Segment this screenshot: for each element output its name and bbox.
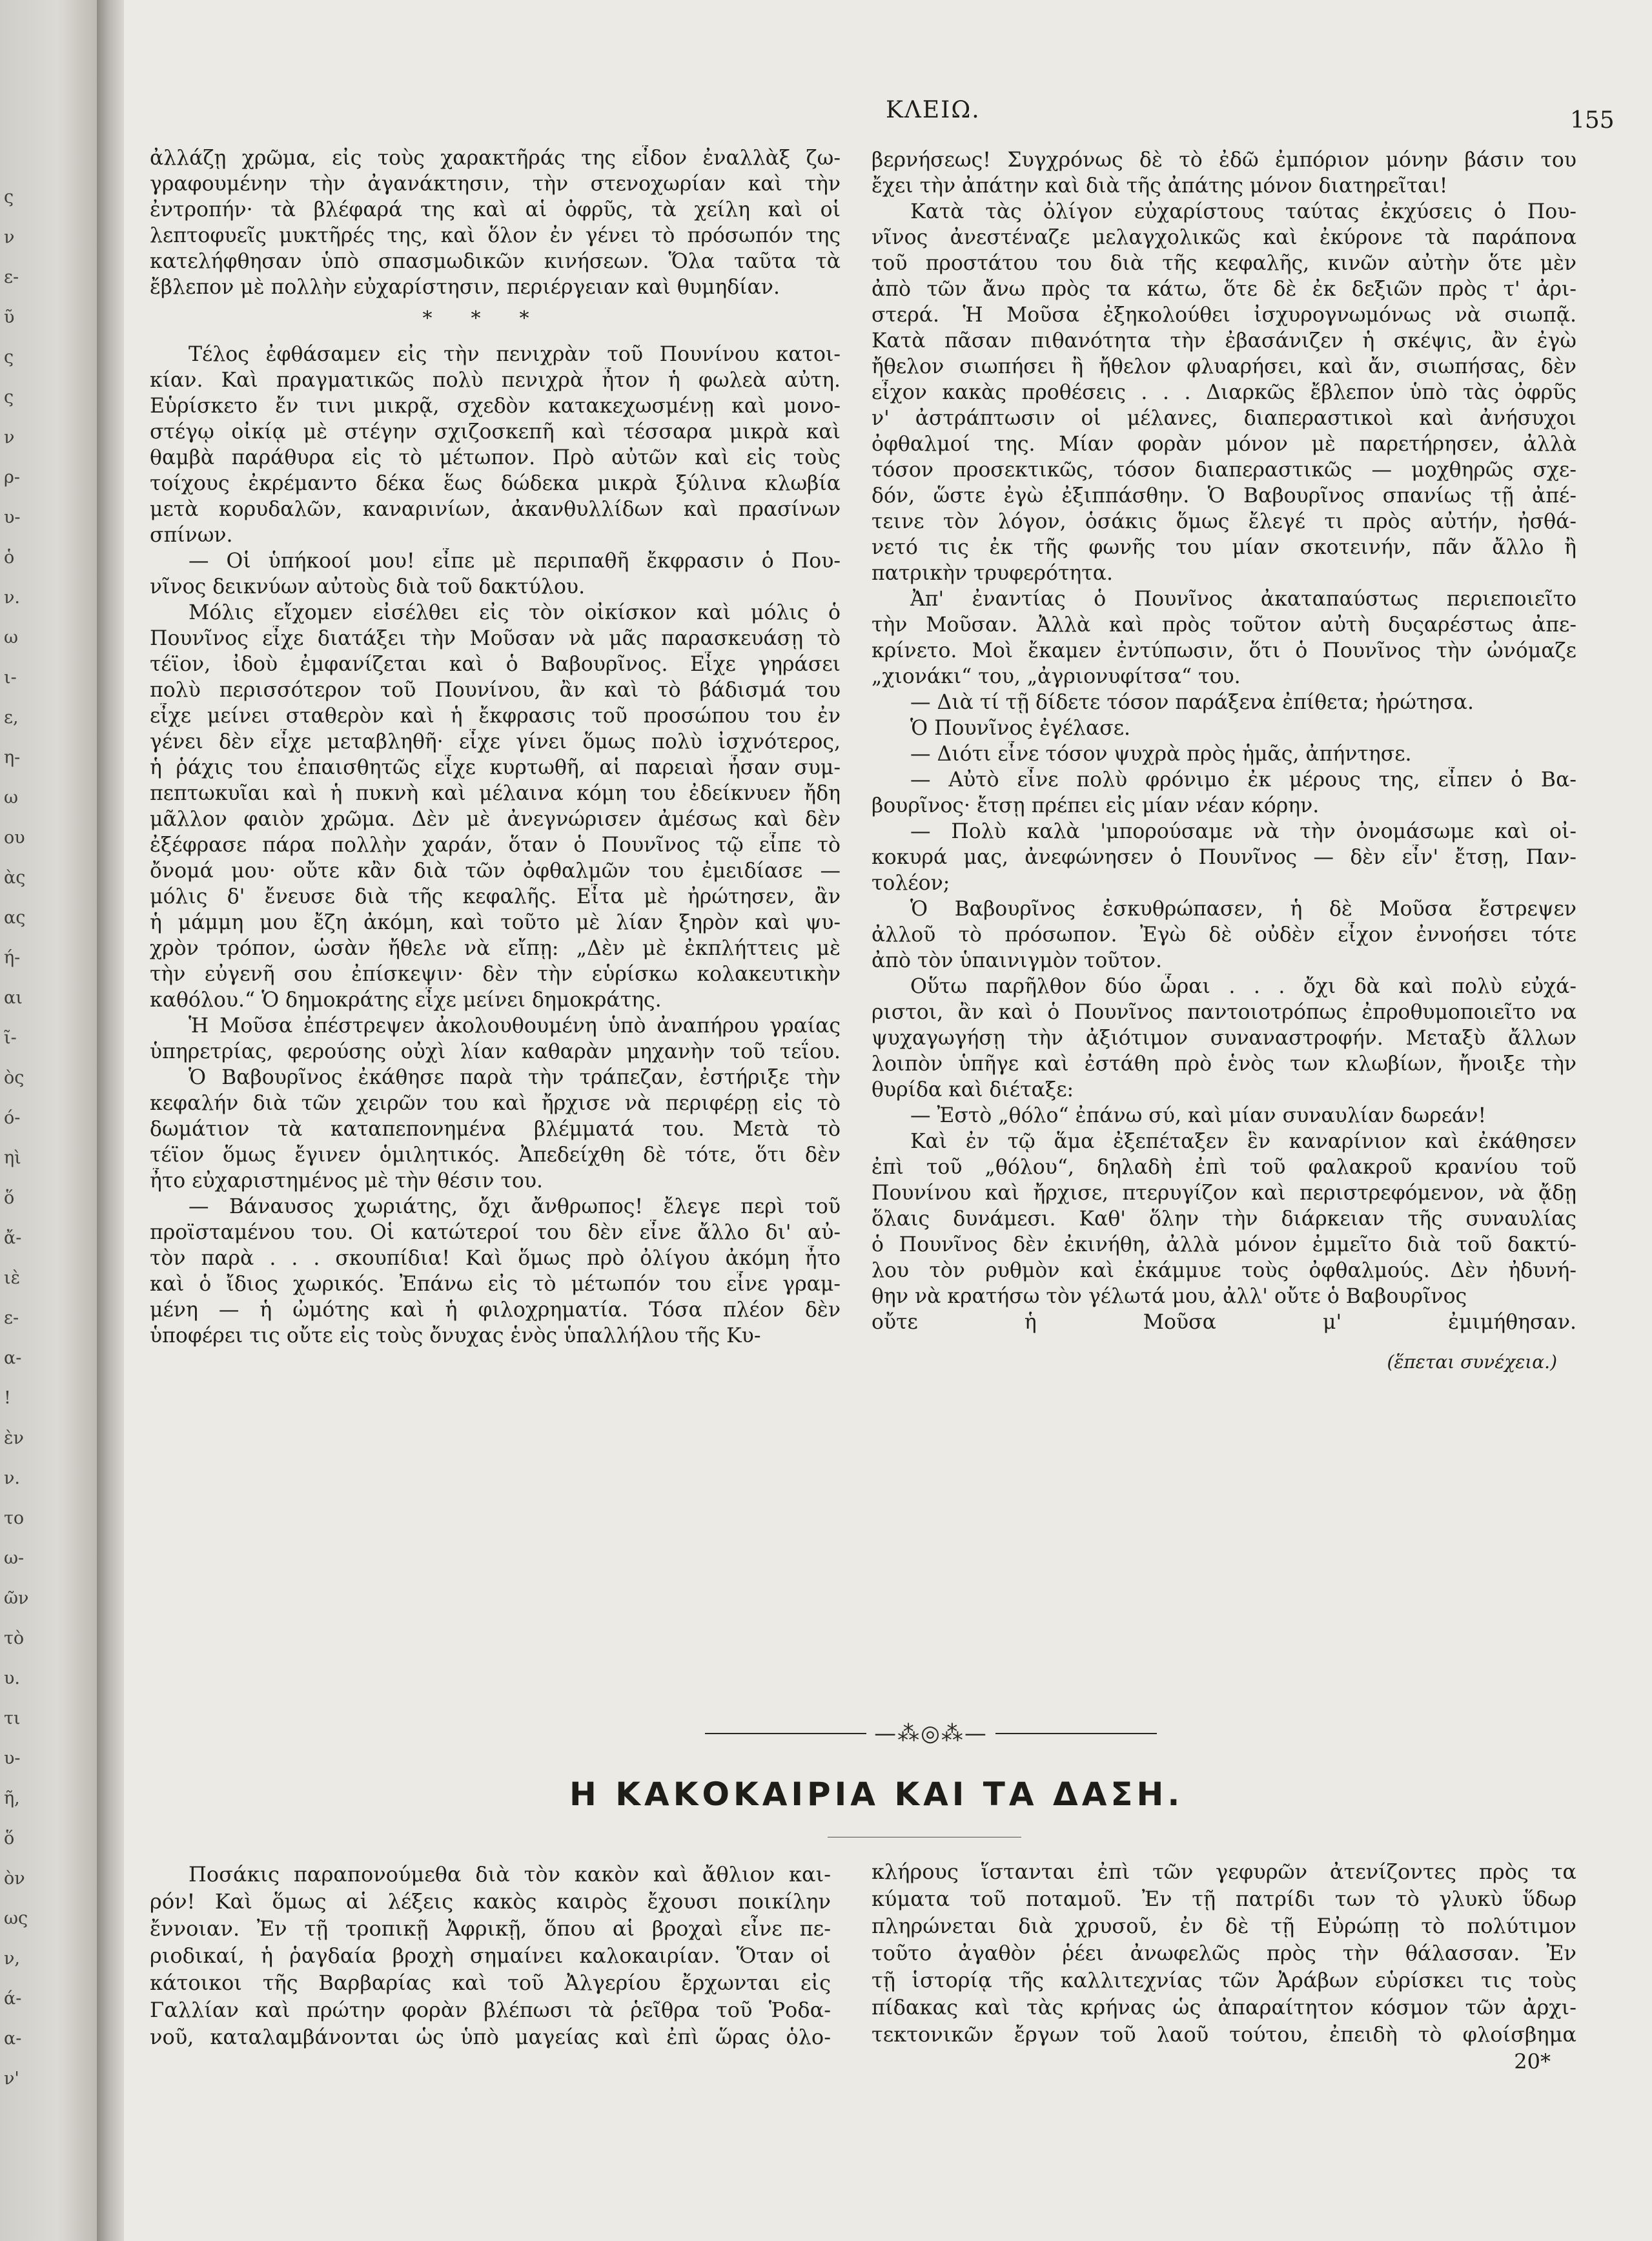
gutter-fragment: ε,	[4, 708, 19, 728]
gutter-fragment: ὰς	[4, 868, 26, 888]
paragraph-line: τέϊον, ἰδοὺ ἐμφανίζεται καὶ ὁ Βαβουρῖνος. Εἶχε γηράσει	[150, 653, 841, 676]
gutter-fragment: ὁ	[4, 547, 15, 568]
paragraph-line: γραφουμένην τὴν ἀγανάκτησιν, τὴν στενοχωρίαν καὶ τὴν	[150, 172, 841, 196]
paragraph-line: λοιπὸν ὑπῆγε καὶ ἐστάθη πρὸ ἑνὸς των κλωβίων, ἤνοιξε τὴν	[872, 1052, 1576, 1076]
paragraph-line: Οὕτω παρῆλθον δύο ὧραι . . . ὄχι δὰ καὶ πολὺ εὐχά-	[910, 975, 1576, 998]
paragraph-line: Τέλος ἐφθάσαμεν εἰς τὴν πενιχρὰν τοῦ Πουνίνου κατοι-	[189, 343, 841, 366]
paragraph-line: τεινε τὸν λόγον, ὁσάκις ὅμως ἔλεγέ τι πρὸς αὐτήν, ἠσθά-	[872, 510, 1576, 533]
signature-mark: 20*	[1514, 2049, 1551, 2074]
paragraph-line: ἀπὸ τῶν ἄνω πρὸς τα κάτω, ὅτε δὲ ἐκ δεξιῶν πρὸς τ' ἀρι-	[872, 278, 1576, 301]
paragraph-line: ἐπὶ τοῦ „θόλου“, δηλαδὴ ἐπὶ τοῦ φαλακροῦ κρανίου τοῦ	[872, 1156, 1576, 1179]
article-line: νοῦ, καταλαμβάνονται ὡς ὑπὸ μαγείας καὶ ἐπὶ ὥρας ὁλο-	[150, 2025, 831, 2049]
paragraph-line: βερνήσεως! Συγχρόνως δὲ τὸ ἐδῶ ἐμπόριον μόνην βάσιν του	[872, 148, 1576, 172]
gutter-fragment: α-	[4, 1348, 22, 1368]
paragraph-line: λου τὸν ρυθμὸν καὶ ἐκάμμυε τοὺς ὀφθαλμούς. Δὲν ἠδυνή-	[872, 1259, 1576, 1282]
gutter-fragment: το	[4, 1508, 25, 1528]
paragraph-line: Κατὰ πᾶσαν πιθανότητα τὴν ἐβασάνιζεν ἡ σκέψις, ἂν ἐγὼ	[872, 329, 1576, 353]
paragraph-line: μᾶλλον φαιὸν χρῶμα. Δὲν μὲ ἀνεγνώρισεν ἀμέσως καὶ δὲν	[150, 808, 841, 831]
paragraph-line: κίαν. Καὶ πραγματικῶς πολὺ πενιχρὰ ἦτον ἡ φωλεὰ αὐτη.	[150, 369, 841, 392]
paragraph-line: ἀπὸ τὸν ὑπαινιγμὸν τοῦτον.	[872, 949, 1162, 972]
paragraph-line: μετὰ κορυδαλῶν, καναρινίων, ἀκανθυλλίδων καὶ πρασίνων	[150, 498, 841, 521]
gutter-fragment: ῆ,	[4, 1788, 20, 1808]
gutter-fragment: ς	[4, 187, 14, 207]
page-fold-shadow	[97, 0, 124, 2241]
gutter-fragment: ως	[4, 1908, 28, 1929]
gutter-fragment: ν.	[4, 588, 20, 608]
article-line: πληρώνεται διὰ χρυσοῦ, ἐν δὲ τῇ Εὐρώπῃ τὸ πολύτιμον	[872, 1914, 1576, 1938]
gutter-fragment: υ-	[4, 507, 21, 527]
star-mark: *	[519, 307, 568, 330]
paragraph-line: Ἀπ' ἐναντίας ὁ Πουνῖνος ἀκαταπαύστως περιεποιεῖτο	[910, 588, 1576, 611]
paragraph-line: τὴν εὐγενῆ σου ἐπίσκεψιν· δὲν τὴν εὑρίσκω κολακευτικὴν	[150, 963, 841, 986]
paragraph-line: Ὁ Πουνῖνος ἐγέλασε.	[910, 717, 1131, 740]
gutter-fragment: τι	[4, 1708, 21, 1728]
paragraph-line: ὑπηρετρίας, φερούσης οὐχὶ λίαν καθαρὰν μηχανὴν τοῦ τεΐου.	[150, 1040, 841, 1063]
gutter-fragment: !	[4, 1388, 11, 1408]
left-column	[150, 145, 841, 1349]
paragraph-line: βουρῖνος· ἔτσῃ πρέπει εἰς μίαν νέαν κόρην.	[872, 794, 1320, 817]
paragraph-line: Καὶ ἐν τῷ ἅμα ἐξεπέταξεν ἓν καναρίνιον καὶ ἐκάθησεν	[910, 1130, 1576, 1153]
paragraph-line: — Πολὺ καλὰ 'μπορούσαμε νὰ τὴν ὀνομάσωμε καὶ οἰ-	[910, 820, 1576, 843]
gutter-fragment: ω-	[4, 1548, 25, 1568]
paragraph-line: Πουνίνου καὶ ἤρχισε, πτερυγίζον καὶ περιστρεφόμενον, νὰ ᾄδῃ	[872, 1182, 1576, 1205]
paragraph-line: — Βάναυσος χωριάτης, ὄχι ἄνθρωπος! ἔλεγε περὶ τοῦ	[189, 1195, 841, 1218]
paragraph-line: ἦτο εὐχαριστημένος μὲ τὴν θέσιν του.	[150, 1169, 544, 1192]
gutter-fragment: α-	[4, 2029, 22, 2049]
paragraph-line: καὶ ὁ ἴδιος χωρικός. Ἐπάνω εἰς τὸ μέτωπόν του εἶνε γραμ-	[150, 1273, 841, 1296]
gutter-fragment: ε-	[4, 267, 19, 287]
gutter-fragment: ν'	[4, 2069, 19, 2089]
paragraph-line: στερά. Ἡ Μοῦσα ἐξηκολούθει ἰσχυρογνωμόνως νὰ σιωπᾷ.	[872, 303, 1576, 327]
gutter-fragment: ν	[4, 227, 15, 247]
gutter-fragment: η-	[4, 748, 21, 768]
paragraph-line: οὔτε ἡ Μοῦσα μ' ἐμιμήθησαν.	[872, 1311, 1576, 1334]
paragraph-line: ἤθελον σιωπήσει ἢ ἤθελον φλυαρήσει, καὶ ἄν, σιωπήσας, δὲν	[872, 355, 1576, 378]
to-be-continued: (ἕπεται συνέχεια.)	[1387, 1351, 1557, 1373]
paragraph-line: Ὁ Βαβουρῖνος ἐσκυθρώπασεν, ἡ δὲ Μοῦσα ἔστρεψεν	[910, 897, 1576, 921]
gutter-fragment: ά-	[4, 1989, 22, 2009]
paragraph-line: θυρίδα καὶ διέταξε:	[872, 1078, 1074, 1101]
paragraph-line: ἔχει τὴν ἀπάτην καὶ διὰ τῆς ἀπάτης μόνον διατηρεῖται!	[872, 174, 1448, 198]
paragraph-line: τέϊον ὅμως ἔγινεν ὁμιλητικός. Ἀπεδείχθη δὲ τότε, ὅτι δὲν	[150, 1143, 841, 1167]
article-line: ἔννοιαν. Ἐν τῇ τροπικῇ Ἀφρικῇ, ὅπου αἱ βροχαὶ εἶνε πε-	[150, 1916, 831, 1941]
gutter-fragment: ῦ	[4, 307, 15, 327]
paragraph-line: νῖνος ἀνεστέναζε μελαγχολικῶς καὶ ἐκύρονε τὰ παράπονα	[872, 226, 1576, 249]
paragraph-line: — Διότι εἶνε τόσον ψυχρὰ πρὸς ἡμᾶς, ἀπήντησε.	[910, 742, 1412, 766]
paragraph-line: ὀφθαλμοί της. Μίαν φορὰν μόνον μὲ παρετήρησεν, ἀλλὰ	[872, 433, 1576, 456]
article-line: πίδακας καὶ τὰς κρήνας ὡς ἀπαραίτητον κόσμον τῶν ἀρχι-	[872, 1995, 1576, 2020]
paragraph-line: τολέον;	[872, 872, 950, 895]
gutter-fragment: ω	[4, 788, 19, 808]
right-column	[872, 147, 1576, 1375]
gutter-fragment: ρ-	[4, 467, 20, 487]
paragraph-line: — Οἱ ὑπήκοοί μου! εἶπε μὲ περιπαθῆ ἔκφρασιν ὁ Που-	[189, 549, 841, 573]
gutter-fragment: τὸ	[4, 1628, 25, 1648]
gutter-fragment: ὸς	[4, 1068, 25, 1088]
gutter-fragment: ιὲ	[4, 1268, 21, 1288]
section-stars	[150, 303, 841, 335]
paragraph-line: — Ἐστὸ „θόλο“ ἐπάνω σύ, καὶ μίαν συναυλίαν δωρεάν!	[910, 1104, 1487, 1127]
gutter-fragment: ὸν	[4, 1868, 25, 1888]
paragraph-line: ἐντροπήν· τὰ βλέφαρά της καὶ αἱ ὀφρῦς, τὰ χείλη καὶ οἱ	[150, 198, 841, 221]
ornament-rule-right	[995, 1733, 1157, 1734]
article-line: Ποσάκις παραπονούμεθα διὰ τὸν κακὸν καὶ ἄθλιον και-	[189, 1862, 831, 1887]
paragraph-line: Πουνῖνος εἶχε διατάξει τὴν Μοῦσαν νὰ μᾶς παρασκευάσῃ τὸ	[150, 627, 841, 650]
paragraph-line: τοῦ προστάτου του διὰ τῆς κεφαλῆς, κινῶν αὐτὴν ὅτε μὲν	[872, 252, 1576, 275]
gutter-fragment: ς	[4, 347, 14, 367]
gutter-fragment: ν.	[4, 1468, 20, 1488]
paragraph-line: τόσον προσεκτικῶς, τόσον διαπεραστικῶς — μοχθηρῶς σχε-	[872, 458, 1576, 482]
adjacent-page-gutter	[0, 0, 97, 2241]
article-line: τεκτονικῶν ἔργων τοῦ λαοῦ τούτου, ἐπειδὴ τὸ φλοίσβημα	[872, 2022, 1576, 2047]
paragraph-line: ν' ἀστράπτωσιν οἱ μέλανες, διαπεραστικοὶ καὶ ἀνήσυχοι	[872, 407, 1576, 430]
gutter-fragment: ῶν	[4, 1588, 29, 1608]
gutter-fragment: ὅ	[4, 1188, 15, 1208]
gutter-fragment: ὲν	[4, 1428, 24, 1448]
paragraph-line: κεφαλήν διὰ τῶν χειρῶν του καὶ ἤρχισε νὰ περιφέρῃ εἰς τὸ	[150, 1092, 841, 1115]
gutter-fragment: ι-	[4, 668, 17, 688]
paragraph-line: μένη — ἡ ὠμότης καὶ ἡ φιλοχρηματία. Τόσα πλέον δὲν	[150, 1298, 841, 1322]
paragraph-line: ὅλαις δυνάμεσι. Καθ' ὅλην τὴν διάρκειαν τῆς συναυλίας	[872, 1207, 1576, 1231]
gutter-fragment: ό-	[4, 1108, 21, 1128]
paragraph-line: ἐξέφρασε πάρα πολλὴν χαράν, ὅταν ὁ Πουνῖνος τῷ εἶπε τὸ	[150, 834, 841, 857]
paragraph-line: ὑποφέρει τις οὔτε εἰς τοὺς ὄνυχας ἑνὸς ὑπαλλήλου τῆς Κυ-	[150, 1324, 761, 1347]
paragraph-line: ὁ Πουνῖνος δὲν ἐκινήθη, ἀλλὰ μόνον ἐμμεῖτο διὰ τοῦ δακτύ-	[872, 1233, 1576, 1256]
gutter-fragment: ας	[4, 908, 26, 928]
article-left-column	[150, 1861, 831, 2051]
paragraph-line: Κατὰ τὰς ὀλίγον εὐχαρίστους ταύτας ἐκχύσεις ὁ Που-	[910, 200, 1576, 223]
article-line: κλήρους ἵστανται ἐπὶ τῶν γεφυρῶν ἀτενίζοντες πρὸς τα	[872, 1859, 1576, 1884]
paragraph-line: πολὺ περισσότερον τοῦ Πουνίνου, ἂν καὶ τὸ βάδισμά του	[150, 679, 841, 702]
gutter-fragment: ὅ	[4, 1828, 15, 1848]
paragraph-line: ἡ ῥάχις του ἐπαισθητῶς εἶχε κυρτωθῆ, αἱ παρειαὶ ἦσαν συμ-	[150, 756, 841, 779]
paragraph-line: εἶχον κακὰς προθέσεις . . . Διαρκῶς ἔβλεπον ὑπὸ τὰς ὀφρῦς	[872, 381, 1576, 404]
paragraph-line: κοκυρά μας, ἀνεφώνησεν ὁ Πουνῖνος — δὲν εἶν' ἔτσῃ, Παν-	[872, 846, 1576, 869]
star-mark: *	[422, 307, 471, 330]
paragraph-line: χρὸν τρόπον, ὡσὰν ἤθελε νὰ εἴπῃ: „Δὲν μὲ ἐκπλήττεις μὲ	[150, 937, 841, 960]
paragraph-line: κρίνετο. Μοὶ ἔκαμεν ἐντύπωσιν, ὅτι ὁ Πουνῖνος τὴν ὠνόμαζε	[872, 639, 1576, 662]
gutter-fragment: ῖ-	[4, 1028, 17, 1048]
article-line: κύματα τοῦ ποταμοῦ. Ἐν τῇ πατρίδι των τὸ γλυκὺ ὕδωρ	[872, 1887, 1576, 1911]
paragraph-line: δωμάτιον τὰ καταπεπονημένα βλέμματά του. Μετὰ τὸ	[150, 1118, 841, 1141]
gutter-fragment: υ.	[4, 1668, 20, 1688]
gutter-fragment: ν,	[4, 1949, 20, 1969]
paragraph-line: σπίνων.	[150, 524, 233, 547]
paragraph-line: ἡ μάμμη μου ἔζη ἀκόμη, καὶ τοῦτο μὲ λίαν ξηρὸν καὶ ψυ-	[150, 911, 841, 934]
paragraph-line: νετό τις ἐκ τῆς φωνῆς του μίαν σκοτεινήν, πᾶν ἄλλο ἢ	[872, 536, 1576, 559]
paragraph-line: στέγῳ οἰκίᾳ μὲ στέγην σχιζοσκεπῆ καὶ τέσσαρα μικρὰ καὶ	[150, 420, 841, 444]
article-line: τῇ ἱστορίᾳ τῆς καλλιτεχνίας τῶν Ἀράβων εὑρίσκει τις τοὺς	[872, 1968, 1576, 1992]
article-line: τοῦτο ἀγαθὸν ῥέει ἀνωφελῶς πρὸς τὴν θάλασσαν. Ἐν	[872, 1941, 1576, 1965]
paragraph-line: λεπτοφυεῖς μυκτῆρές της, καὶ ὅλον ἐν γένει τὸ πρόσωπόν της	[150, 224, 841, 247]
paragraph-line: δόν, ὥστε ἐγὼ ἐξιππάσθην. Ὁ Βαβουρῖνος σπανίως τῇ ἀπέ-	[872, 484, 1576, 507]
ornament-glyph: —⁂◎⁂—	[874, 1721, 988, 1746]
article-line: ριοδικαί, ἡ ῥαγδαία βροχὴ σημαίνει καλοκαιρίαν. Ὅταν οἱ	[150, 1943, 831, 1968]
paragraph-line: κατελήφθησαν ὑπὸ σπασμωδικῶν κινήσεων. Ὅλα ταῦτα τὰ	[150, 250, 841, 273]
paragraph-line: θαμβὰ παράθυρα εἰς τὸ μέτωπον. Πρὸ αὐτῶν καὶ εἰς τοὺς	[150, 446, 841, 469]
ornament-rule-left	[705, 1733, 866, 1734]
paragraph-line: „χιονάκι“ του, „ἀγριονυφίτσα“ του.	[872, 665, 1241, 688]
paragraph-line: ὄνομά μου· οὔτε κἂν διὰ τῶν ὀφθαλμῶν του ἐμειδίασε —	[150, 859, 841, 883]
gutter-fragment: ἄ-	[4, 1228, 22, 1248]
gutter-fragment: ή-	[4, 948, 21, 968]
scanned-page	[124, 0, 1652, 2241]
paragraph-line: τὸν παρὰ . . . σκουπίδια! Καὶ ὅμως πρὸ ὀλίγου ἀκόμη ἦτο	[150, 1247, 841, 1270]
gutter-fragment: ς	[4, 387, 14, 407]
paragraph-line: θην νὰ κρατήσω τὸν γέλωτά μου, ἀλλ' οὔτε ὁ Βαβουρῖνος	[872, 1285, 1467, 1308]
paragraph-line: ψυχαγωγήσῃ τὴν ἀξιότιμον συναναστροφήν. Μεταξὺ ἄλλων	[872, 1027, 1576, 1050]
gutter-fragment: ου	[4, 828, 25, 848]
paragraph-line: τὴν Μοῦσαν. Ἀλλὰ καὶ πρὸς τοῦτον αὐτὴ δυςαρέστως ἀπε-	[872, 613, 1576, 637]
gutter-fragment: αι	[4, 988, 23, 1008]
section-ornament	[705, 1721, 1157, 1746]
paragraph-line: — Διὰ τί τῇ δίδετε τόσον παράξενα ἐπίθετα; ἠρώτησα.	[910, 691, 1474, 714]
paragraph-line: εἶχε μείνει σταθερὸν καὶ ἡ ἔκφρασις τοῦ προσώπου του ἐν	[150, 704, 841, 728]
paragraph-line: Ἡ Μοῦσα ἐπέστρεψεν ἀκολουθουμένη ὑπὸ ἀναπήρου γραίας	[189, 1014, 841, 1038]
paragraph-line: νῖνος δεικνύων αὐτοὺς διὰ τοῦ δακτύλου.	[150, 575, 586, 599]
paragraph-line: Εὑρίσκετο ἔν τινι μικρᾷ, σχεδὸν κατακεχωσμένῃ καὶ μονο-	[150, 394, 841, 418]
paragraph-line: ριστοι, ἂν καὶ ὁ Πουνῖνος παντοιοτρόπως ἐπροθυμοποιεῖτο να	[872, 1001, 1576, 1024]
paragraph-line: ἀλλάζῃ χρῶμα, εἰς τοὺς χαρακτῆράς της εἶδον ἐναλλὰξ ζω-	[150, 147, 841, 170]
article-right-column	[872, 1858, 1576, 2075]
article-line: κάτοικοι τῆς Βαρβαρίας καὶ τοῦ Ἀλγερίου ἔρχωνται εἰς	[150, 1970, 831, 1995]
gutter-fragment: υ-	[4, 1748, 21, 1768]
page-number: 155	[1570, 107, 1615, 134]
paragraph-line: γένει δὲν εἶχε μεταβληθῆ· εἶχε γίνει ὅμως πολὺ ἰσχνότερος,	[150, 730, 841, 753]
paragraph-line: Μόλις εἴχομεν εἰσέλθει εἰς τὸν οἰκίσκον καὶ μόλις ὁ	[189, 601, 841, 624]
running-head: ΚΛΕΙΩ.	[886, 97, 981, 123]
paragraph-line: — Αὐτὸ εἶνε πολὺ φρόνιμο ἐκ μέρους της, εἶπεν ὁ Βα-	[910, 768, 1576, 792]
paragraph-line: καθόλου.“ Ὁ δημοκράτης εἶχε μείνει δημοκράτης.	[150, 988, 662, 1012]
gutter-fragment: ω	[4, 628, 19, 648]
article-title: Η ΚΑΚΟΚΑΙΡΙΑ ΚΑΙ ΤΑ ΔΑΣΗ.	[569, 1775, 1184, 1813]
paragraph-line: τοίχους ἐκρέμαντο δέκα ἕως δώδεκα μικρὰ ξύλινα κλωβία	[150, 472, 841, 495]
article-line: ρόν! Καὶ ὅμως αἱ λέξεις κακὸς καιρὸς ἔχουσι ποικίλην	[150, 1889, 831, 1914]
gutter-fragment: ν	[4, 427, 15, 447]
gutter-fragment: ε-	[4, 1308, 19, 1328]
paragraph-line: πατρικὴν τρυφερότητα.	[872, 562, 1113, 585]
paragraph-line: ἀλλοῦ τὸ πρόσωπον. Ἐγὼ δὲ οὐδὲν εἶχον ἐννοήσει τότε	[872, 923, 1576, 947]
paragraph-line: πεπτωκυῖαι καὶ ἡ πυκνὴ καὶ μέλαινα κόμη του ἐδείκνυεν ἤδη	[150, 782, 841, 805]
article-line: Γαλλίαν καὶ πρώτην φορὰν βλέπωσι τὰ ῥεῖθρα τοῦ Ῥοδα-	[150, 1998, 831, 2022]
paragraph-line: προϊσταμένου του. Οἱ κατώτεροί του δὲν εἶνε ἄλλο δι' αὐ-	[150, 1221, 841, 1244]
paragraph-line: ἔβλεπον μὲ πολλὴν εὐχαρίστησιν, περιέργειαν καὶ θυμηδίαν.	[150, 276, 780, 299]
star-mark: *	[471, 307, 520, 330]
paragraph-line: μόλις δ' ἔνευσε διὰ τῆς κεφαλῆς. Εἶτα μὲ ἠρώτησεν, ἂν	[150, 885, 841, 908]
gutter-fragment: ηὶ	[4, 1148, 21, 1168]
paragraph-line: Ὁ Βαβουρῖνος ἐκάθησε παρὰ τὴν τράπεζαν, ἐστήριξε τὴν	[189, 1066, 841, 1089]
